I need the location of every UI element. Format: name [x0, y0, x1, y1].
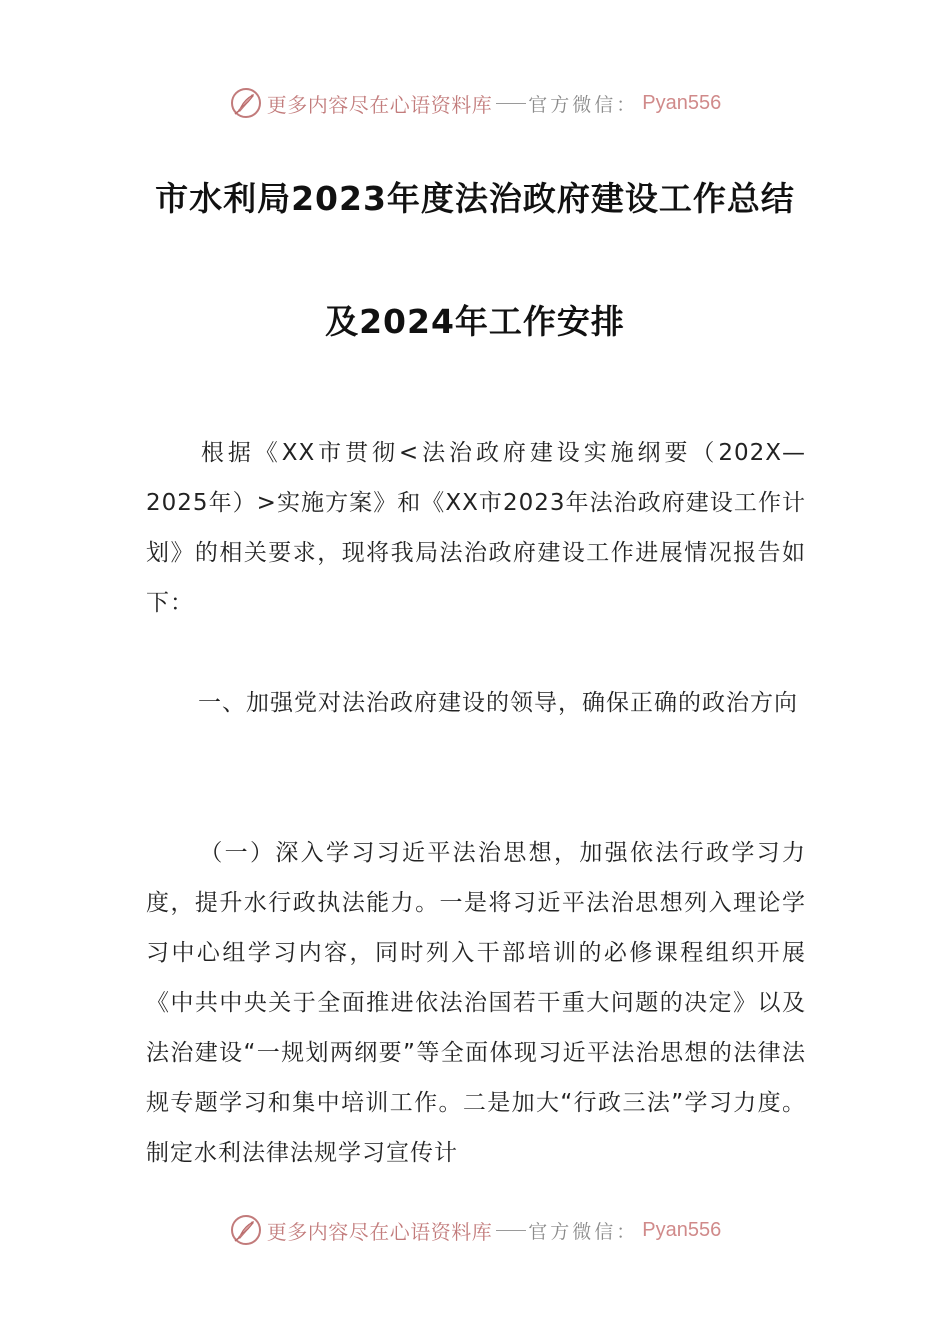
watermark-sub-text: 官方微信：: [528, 93, 639, 116]
intro-paragraph-text: 根据《XX市贯彻<法治政府建设实施纲要（202X—2025年）>实施方案》和《XX市2023年法治政府建设工作计划》的相关要求，现将我局法治政府建设工作进展情况报告如下：: [146, 440, 806, 616]
footer-watermark: [0, 1208, 950, 1252]
quill-logo-icon: [229, 1213, 263, 1247]
quill-logo-icon: [229, 86, 263, 120]
watermark-main-text: 更多内容尽在心语资料库: [266, 1219, 493, 1244]
watermark-sub-text: 官方微信：: [528, 1220, 639, 1243]
subsection-paragraph-1: [146, 828, 806, 1178]
header-watermark: [0, 81, 950, 125]
section-heading-1: [146, 678, 806, 728]
document-title-line2: 及2024年工作安排: [325, 302, 625, 341]
watermark-dash: [496, 103, 526, 104]
subsection-paragraph-1-text: （一）深入学习习近平法治思想，加强依法行政学习力度，提升水行政执法能力。一是将习近平法治思想列入理论学习中心组学习内容，同时列入干部培训的必修课程组织开展《中共中央关于全面推进依法治国若干重大问题的决定》以及法治建设“一规划两纲要”等全面体现习近平法治思想的法律法规专题学习和集中培训工作。二是加大“行政三法”学习力度。制定水利法律法规学习宣传计: [146, 840, 806, 1166]
section-heading-1-text: 一、加强党对法治政府建设的领导，确保正确的政治方向: [198, 690, 798, 716]
watermark-wechat-id: Pyan556: [642, 91, 722, 114]
watermark-wechat-id: Pyan556: [642, 1218, 722, 1241]
watermark-dash: [496, 1230, 526, 1231]
watermark-main-text: 更多内容尽在心语资料库: [266, 92, 493, 117]
document-title-line1: 市水利局2023年度法治政府建设工作总结: [155, 179, 795, 218]
intro-paragraph: [146, 428, 806, 628]
